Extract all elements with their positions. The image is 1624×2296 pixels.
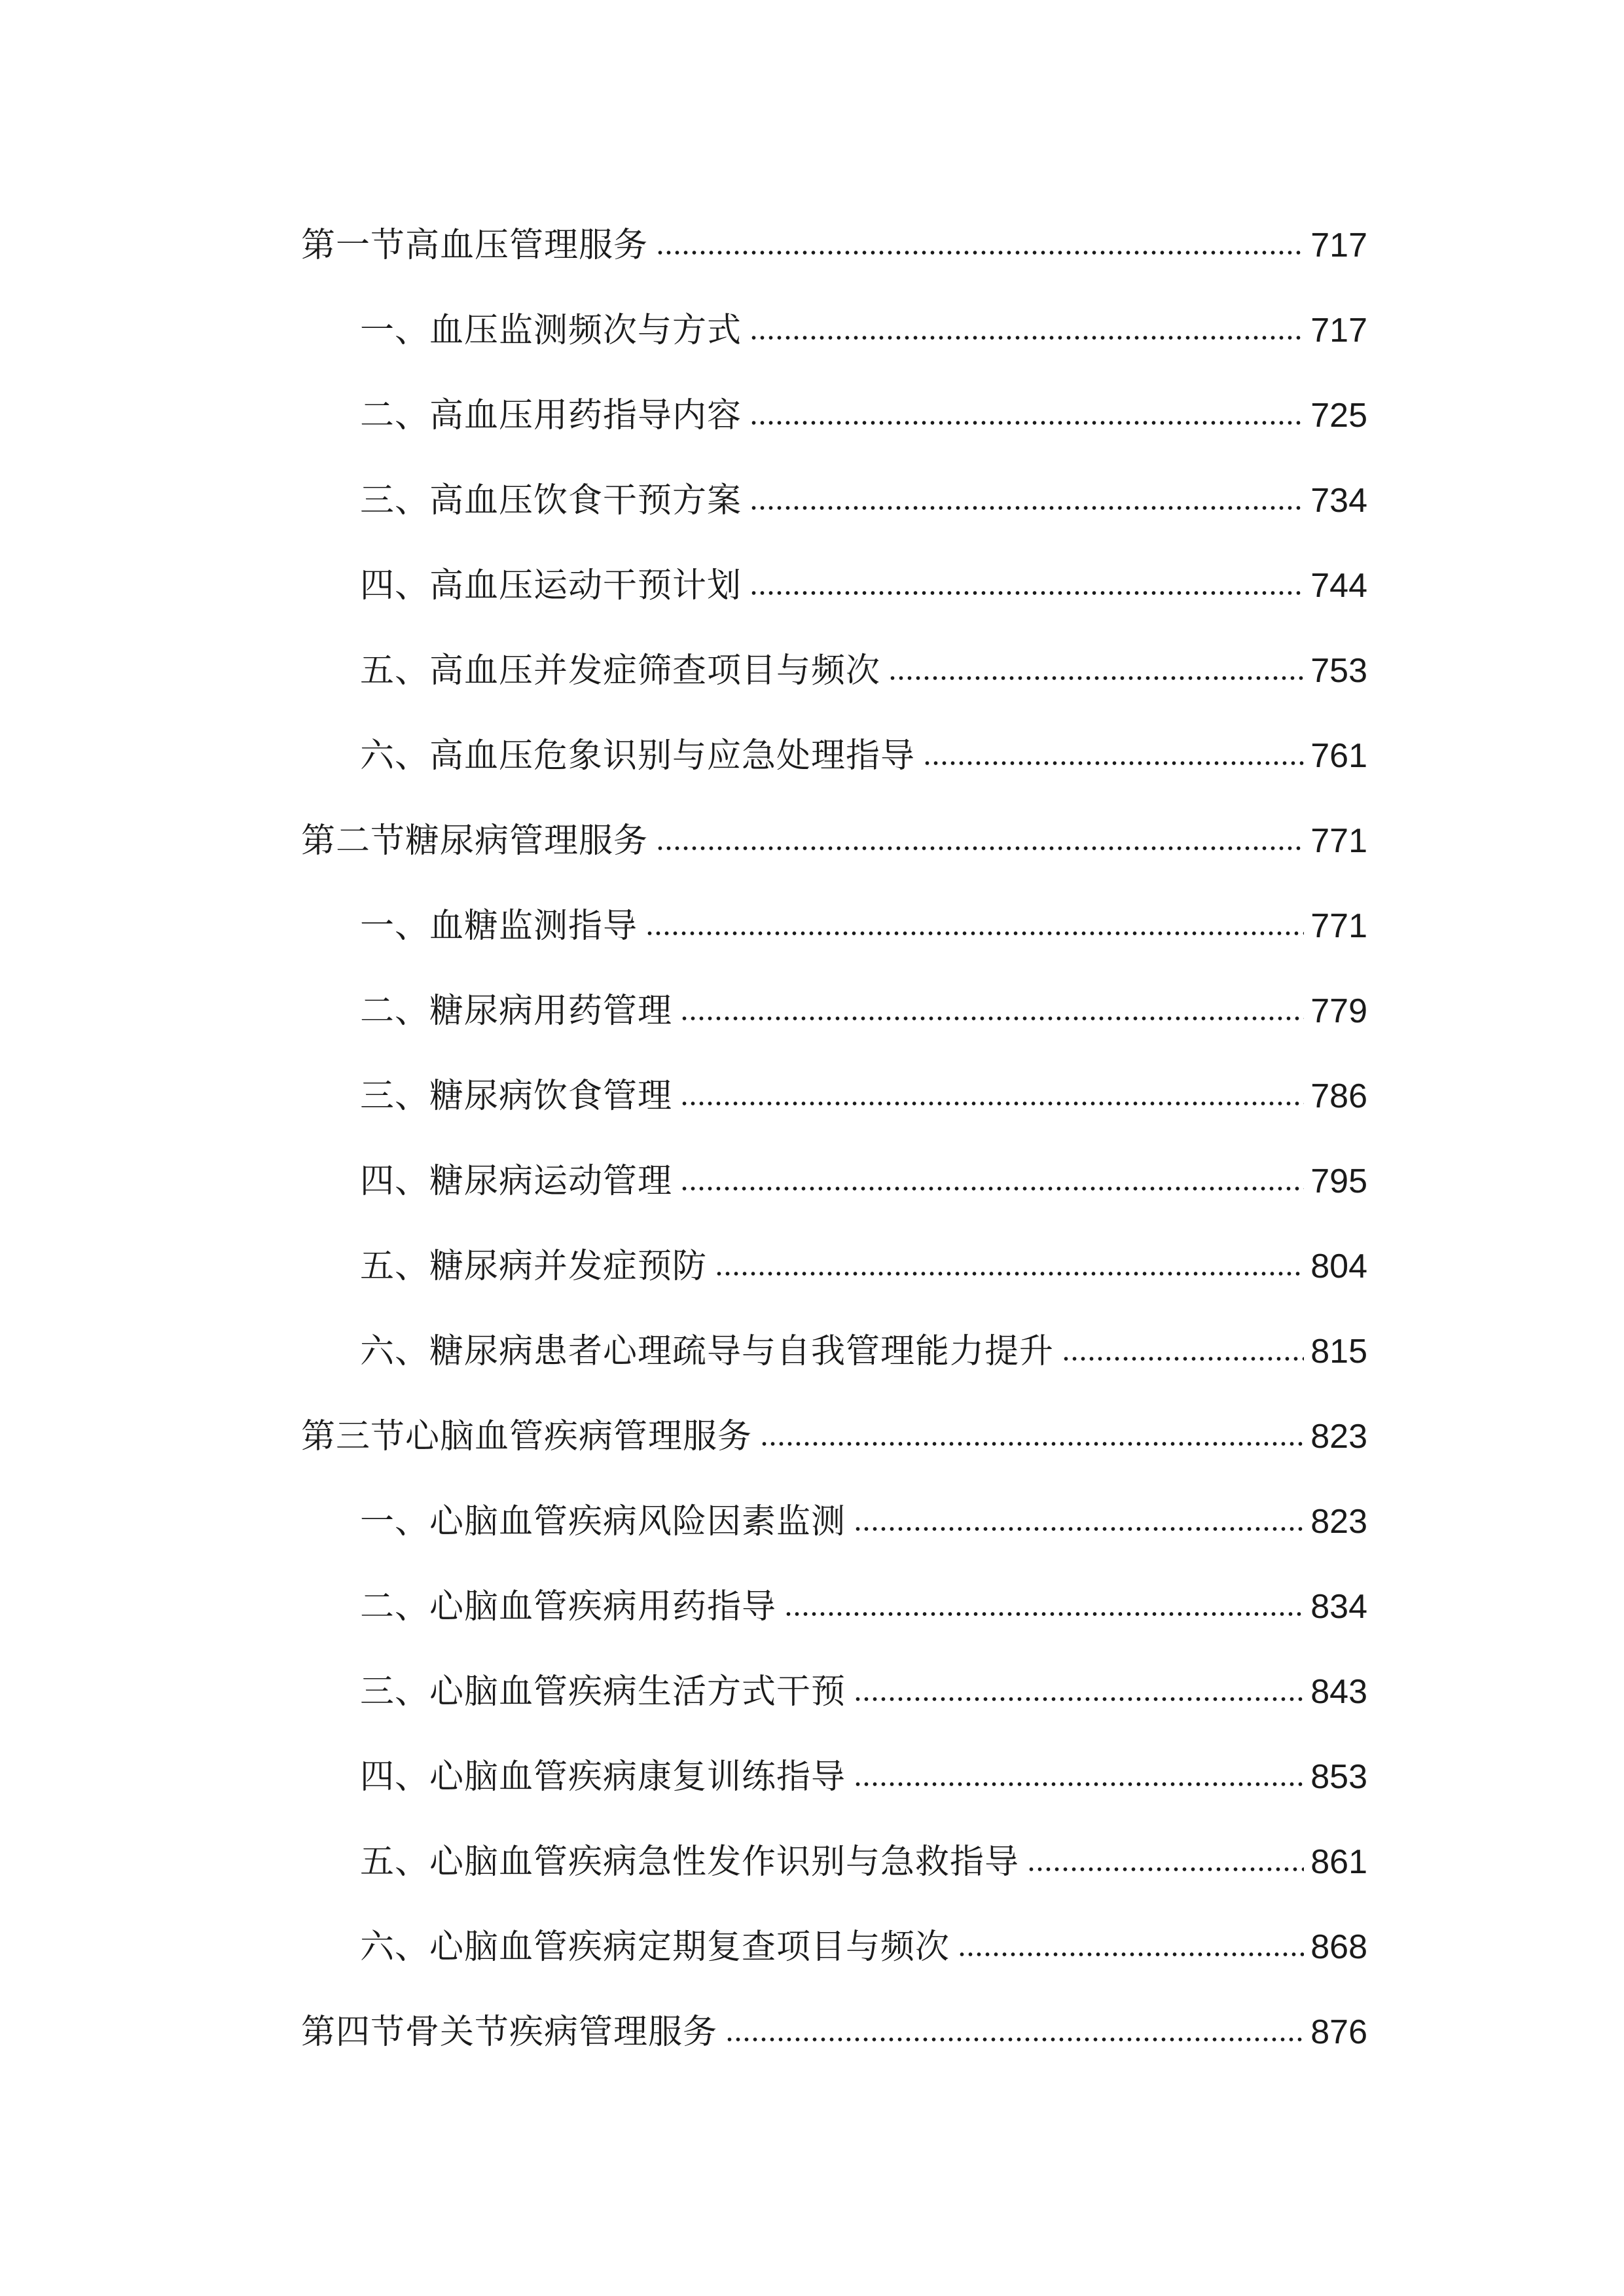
toc-entry[interactable] [360,298,1367,350]
toc-entry-page: 868 [1310,1928,1367,1966]
toc-entry-title: 第三节心脑血管疾病管理服务 [301,1417,753,1456]
toc-entry[interactable] [301,808,1367,861]
toc-entry[interactable] [360,893,1367,946]
toc-entry[interactable] [360,1744,1367,1797]
toc-entry-page: 876 [1310,2013,1367,2051]
toc-entry-title: 三、高血压饮食干预方案 [360,481,742,520]
toc-entry-title: 一、心脑血管疾病风险因素监测 [360,1502,846,1541]
toc-entry-page: 815 [1310,1333,1367,1371]
toc-entry[interactable] [360,1489,1367,1541]
toc-entry-title: 二、高血压用药指导内容 [360,396,742,435]
toc-entry[interactable] [360,553,1367,605]
toc-entry-page: 771 [1310,907,1367,945]
toc-entry-page: 823 [1310,1418,1367,1456]
toc-entry-title: 二、糖尿病用药管理 [360,992,673,1031]
toc-entry[interactable] [360,1319,1367,1371]
toc-entry-title: 四、心脑血管疾病康复训练指导 [360,1757,846,1797]
toc-entry-page: 753 [1310,652,1367,690]
toc-entry-page: 779 [1310,992,1367,1030]
dot-leader [749,418,1304,427]
toc-entry-title: 一、血压监测频次与方式 [360,311,742,350]
dot-leader [1062,1354,1304,1363]
toc-entry-title: 五、心脑血管疾病急性发作识别与急救指导 [360,1842,1020,1882]
toc-entry-page: 795 [1310,1162,1367,1200]
toc-entry-page: 734 [1310,482,1367,520]
dot-leader [760,1439,1304,1448]
toc-entry[interactable] [301,1404,1367,1456]
toc-entry-page: 771 [1310,822,1367,860]
dot-leader [645,929,1304,938]
dot-leader [725,2035,1304,2044]
toc-entry-title: 第一节高血压管理服务 [301,226,649,265]
toc-entry-title: 五、糖尿病并发症预防 [360,1247,708,1286]
toc-entry-title: 四、高血压运动干预计划 [360,566,742,605]
toc-entry-page: 804 [1310,1247,1367,1285]
toc-entry-page: 861 [1310,1843,1367,1881]
toc-entry-title: 六、糖尿病患者心理疏导与自我管理能力提升 [360,1332,1055,1371]
dot-leader [656,844,1304,853]
dot-leader [958,1950,1304,1959]
toc-entry-page: 725 [1310,397,1367,435]
toc-entry[interactable] [360,1574,1367,1626]
dot-leader [923,759,1304,768]
toc-entry[interactable] [360,468,1367,520]
toc-entry[interactable] [360,383,1367,435]
toc-entry-title: 第四节骨关节疾病管理服务 [301,2013,718,2052]
toc-entry-title: 六、心脑血管疾病定期复查项目与频次 [360,1928,950,1967]
toc-entry-title: 一、血糖监测指导 [360,906,638,946]
toc-entry-title: 五、高血压并发症筛查项目与频次 [360,651,881,691]
dot-leader [656,248,1304,257]
toc-entry-page: 834 [1310,1588,1367,1626]
dot-leader [784,1609,1304,1619]
toc-entry-title: 三、糖尿病饮食管理 [360,1077,673,1116]
toc-entry-page: 786 [1310,1077,1367,1115]
toc-entry-page: 717 [1310,226,1367,264]
dot-leader [1027,1865,1304,1874]
dot-leader [680,1014,1304,1023]
toc-entry-title: 三、心脑血管疾病生活方式干预 [360,1672,846,1712]
toc-entry-page: 717 [1310,312,1367,350]
toc-entry-title: 四、糖尿病运动管理 [360,1162,673,1201]
dot-leader [680,1099,1304,1108]
toc-entry[interactable] [360,723,1367,776]
toc-entry[interactable] [360,1234,1367,1286]
toc-entry[interactable] [360,1829,1367,1882]
toc-entry-title: 二、心脑血管疾病用药指导 [360,1587,777,1626]
dot-leader [854,1695,1304,1704]
toc-entry-page: 823 [1310,1503,1367,1541]
toc-entry-title: 六、高血压危象识别与应急处理指导 [360,736,916,776]
dot-leader [854,1524,1304,1534]
dot-leader [715,1269,1304,1278]
toc-entry[interactable] [360,978,1367,1031]
toc-entry-page: 843 [1310,1673,1367,1711]
toc-entry[interactable] [301,213,1367,265]
toc-entry[interactable] [301,2000,1367,2052]
dot-leader [749,503,1304,512]
toc-entry[interactable] [360,1659,1367,1712]
dot-leader [749,588,1304,598]
toc-entry[interactable] [360,638,1367,691]
dot-leader [749,333,1304,342]
toc-entry-page: 744 [1310,567,1367,605]
dot-leader [888,673,1304,683]
toc-entry-title: 第二节糖尿病管理服务 [301,821,649,861]
dot-leader [854,1780,1304,1789]
toc-entry-page: 853 [1310,1758,1367,1796]
dot-leader [680,1184,1304,1193]
toc-entry[interactable] [360,1064,1367,1116]
toc-entry[interactable] [360,1149,1367,1201]
toc-entry[interactable] [360,1914,1367,1967]
toc-entry-page: 761 [1310,737,1367,775]
